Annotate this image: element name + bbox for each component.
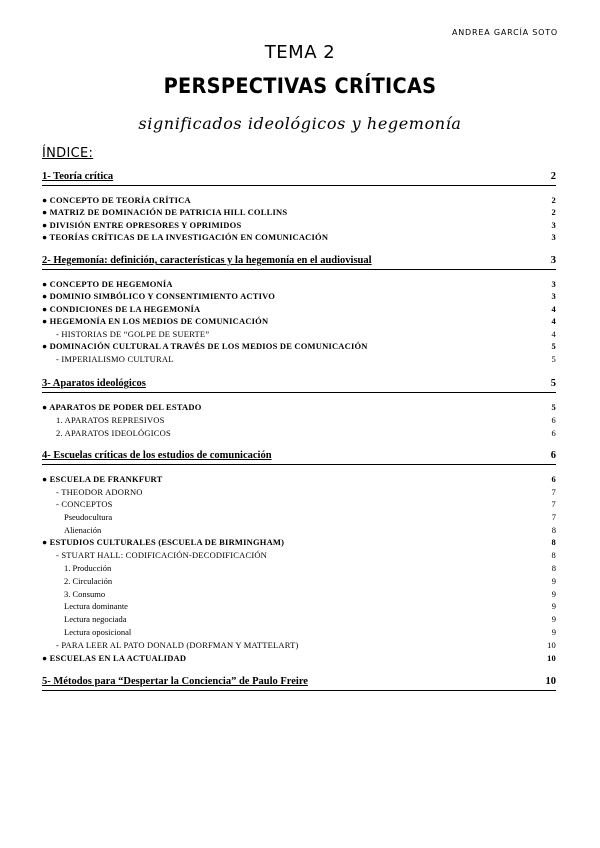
toc-entry-text: 3. Consumo xyxy=(64,589,106,599)
toc-entry-text: - PARA LEER AL PATO DONALD (DORFMAN Y MATTELART) xyxy=(56,640,299,650)
toc-subitem-row[interactable] xyxy=(42,500,556,509)
toc-entry-text: 2- Hegemonía: definición, características y la hegemonía en el audiovisual xyxy=(42,255,372,266)
toc-entry-text: - IMPERIALISMO CULTURAL xyxy=(56,354,174,364)
toc-entry-text: ● APARATOS DE PODER DEL ESTADO xyxy=(42,402,202,412)
toc-page-number: 2 xyxy=(550,171,556,182)
toc-entry-text: - STUART HALL: CODIFICACIÓN-DECODIFICACIÓN xyxy=(56,550,268,560)
toc-subitem-row[interactable] xyxy=(42,602,556,611)
toc-subitem-row[interactable] xyxy=(42,628,556,637)
toc-entry-text: ● DOMINIO SIMBÓLICO Y CONSENTIMIENTO ACTIVO xyxy=(42,291,276,301)
toc-entry-text: 1- Teoría crítica xyxy=(42,171,114,182)
toc-entry-text: ● ESCUELAS EN LA ACTUALIDAD xyxy=(42,653,187,663)
toc-entry-text: ● CONCEPTO DE TEORÍA CRÍTICA xyxy=(42,195,191,205)
toc-entry-text: 5- Métodos para “Despertar la Conciencia” de Paulo Freire xyxy=(42,676,308,687)
index-heading: ÍNDICE: xyxy=(42,146,94,161)
toc-bullet-row[interactable] xyxy=(42,342,556,351)
toc-page-number: 10 xyxy=(545,676,556,687)
toc-entry-text: Lectura dominante xyxy=(64,601,128,611)
toc-page-number: 8 xyxy=(551,550,556,560)
toc-page-number: 2 xyxy=(551,195,556,205)
toc-page-number: 3 xyxy=(550,255,556,266)
toc-page-number: 6 xyxy=(551,415,556,425)
toc-bullet-row[interactable] xyxy=(42,403,556,412)
toc-page-number: 10 xyxy=(547,653,556,663)
toc-subitem-row[interactable] xyxy=(42,577,556,586)
toc-entry-text: ● TEORÍAS CRÍTICAS DE LA INVESTIGACIÓN EN COMUNICACIÓN xyxy=(42,232,329,242)
toc-subitem-row[interactable] xyxy=(42,526,556,535)
toc-page-number: 3 xyxy=(551,291,556,301)
toc-subitem-row[interactable] xyxy=(42,355,556,364)
toc-entry-text: ● DIVISIÓN ENTRE OPRESORES Y OPRIMIDOS xyxy=(42,220,242,230)
toc-page-number: 7 xyxy=(551,487,556,497)
toc-entry-text: 4- Escuelas críticas de los estudios de comunicación xyxy=(42,450,272,461)
toc-page-number: 9 xyxy=(551,589,556,599)
toc-entry-text: - HISTORIAS DE “GOLPE DE SUERTE” xyxy=(56,329,210,339)
toc-page-number: 5 xyxy=(551,402,556,412)
toc-page-number: 3 xyxy=(551,232,556,242)
toc-section-row[interactable] xyxy=(42,172,556,186)
toc-page-number: 9 xyxy=(551,576,556,586)
toc-subitem-row[interactable] xyxy=(42,513,556,522)
toc-subitem-row[interactable] xyxy=(42,330,556,339)
toc-section-row[interactable] xyxy=(42,677,556,691)
unit-label: TEMA 2 xyxy=(264,42,336,63)
document-title: PERSPECTIVAS CRÍTICAS xyxy=(163,74,437,98)
toc-entry-text: - CONCEPTOS xyxy=(56,499,113,509)
toc-subitem-row[interactable] xyxy=(42,615,556,624)
toc-page-number: 9 xyxy=(551,627,556,637)
toc-subitem-row[interactable] xyxy=(42,488,556,497)
toc-page-number: 6 xyxy=(551,474,556,484)
toc-page-number: 8 xyxy=(551,525,556,535)
toc-bullet-row[interactable] xyxy=(42,280,556,289)
toc-entry-text: 2. Circulación xyxy=(64,576,113,586)
toc-entry-text: Lectura negociada xyxy=(64,614,127,624)
toc-page-number: 7 xyxy=(551,499,556,509)
toc-entry-text: 1. APARATOS REPRESIVOS xyxy=(56,415,165,425)
toc-entry-text: Pseudocultura xyxy=(64,512,113,522)
toc-page-number: 9 xyxy=(551,601,556,611)
toc-entry-text: ● CONDICIONES DE LA HEGEMONÍA xyxy=(42,304,201,314)
author-name: ANDREA GARCÍA SOTO xyxy=(452,28,558,37)
toc-bullet-row[interactable] xyxy=(42,475,556,484)
toc-subitem-row[interactable] xyxy=(42,590,556,599)
toc-subitem-row[interactable] xyxy=(42,551,556,560)
toc-entry-text: Alienación xyxy=(64,525,102,535)
toc-bullet-row[interactable] xyxy=(42,208,556,217)
toc-entry-text: ● ESTUDIOS CULTURALES (ESCUELA DE BIRMINGHAM) xyxy=(42,537,285,547)
toc-entry-text: ● ESCUELA DE FRANKFURT xyxy=(42,474,163,484)
toc-bullet-row[interactable] xyxy=(42,292,556,301)
toc-page-number: 6 xyxy=(550,450,556,461)
toc-bullet-row[interactable] xyxy=(42,654,556,663)
toc-entry-text: 1. Producción xyxy=(64,563,112,573)
toc-page-number: 7 xyxy=(551,512,556,522)
toc-page-number: 5 xyxy=(551,354,556,364)
toc-entry-text: 3- Aparatos ideológicos xyxy=(42,378,146,389)
toc-bullet-row[interactable] xyxy=(42,233,556,242)
toc-bullet-row[interactable] xyxy=(42,196,556,205)
toc-section-row[interactable] xyxy=(42,451,556,465)
toc-subitem-row[interactable] xyxy=(42,564,556,573)
toc-bullet-row[interactable] xyxy=(42,221,556,230)
toc-entry-text: ● DOMINACIÓN CULTURAL A TRAVÉS DE LOS MEDIOS DE COMUNICACIÓN xyxy=(42,341,368,351)
toc-entry-text: Lectura oposicional xyxy=(64,627,132,637)
toc-page-number: 10 xyxy=(547,640,556,650)
toc-page-number: 4 xyxy=(551,304,556,314)
toc-section-row[interactable] xyxy=(42,379,556,393)
toc-page-number: 4 xyxy=(551,316,556,326)
toc-page-number: 3 xyxy=(551,279,556,289)
toc-subitem-row[interactable] xyxy=(42,429,556,438)
document-subtitle: significados ideológicos y hegemonía xyxy=(138,114,462,133)
toc-bullet-row[interactable] xyxy=(42,317,556,326)
toc-page-number: 8 xyxy=(551,537,556,547)
toc-entry-text: ● HEGEMONÍA EN LOS MEDIOS DE COMUNICACIÓN xyxy=(42,316,269,326)
toc-bullet-row[interactable] xyxy=(42,538,556,547)
toc-entry-text: - THEODOR ADORNO xyxy=(56,487,143,497)
toc-page-number: 6 xyxy=(551,428,556,438)
toc-entry-text: ● CONCEPTO DE HEGEMONÍA xyxy=(42,279,173,289)
toc-entry-text: 2. APARATOS IDEOLÓGICOS xyxy=(56,428,171,438)
toc-subitem-row[interactable] xyxy=(42,641,556,650)
toc-bullet-row[interactable] xyxy=(42,305,556,314)
toc-page-number: 4 xyxy=(551,329,556,339)
toc-subitem-row[interactable] xyxy=(42,416,556,425)
toc-page-number: 2 xyxy=(551,207,556,217)
toc-page-number: 5 xyxy=(550,378,556,389)
toc-page-number: 3 xyxy=(551,220,556,230)
toc-section-row[interactable] xyxy=(42,256,556,270)
toc-page-number: 8 xyxy=(551,563,556,573)
toc-page-number: 5 xyxy=(551,341,556,351)
toc-page-number: 9 xyxy=(551,614,556,624)
toc-entry-text: ● MATRIZ DE DOMINACIÓN DE PATRICIA HILL COLLINS xyxy=(42,207,288,217)
